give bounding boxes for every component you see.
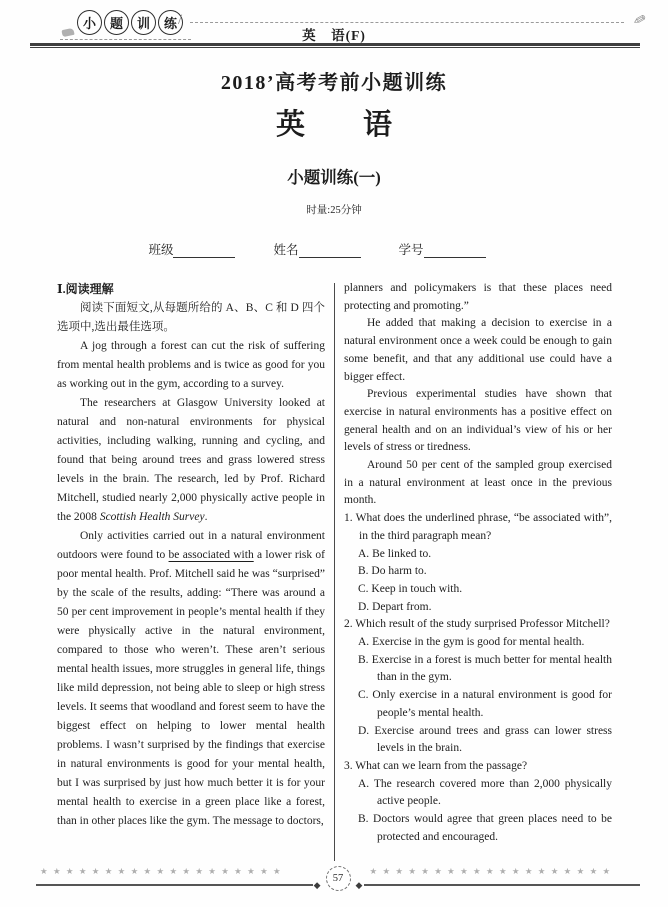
name-blank (299, 243, 361, 258)
paragraph-2-period: . (204, 511, 208, 523)
header-dashed-line (190, 22, 624, 23)
question-3-option-b (344, 811, 612, 846)
column-divider (334, 283, 335, 861)
paragraph-3-text-post: a lower risk of poor mental health. Prof. Mitchell said he was “surprised” by the scale of the results, adding: “There was around a 50 per cent improvement in people’s mental health if they were physically active in the natural environment, compared to those who weren’t. These aren’t serious mental health issues, more struggles in general life, things like mild depression, not being able to sleep or high stress levels. It seems that woodland and forest seem to have the biggest effect on helping to lower mental health problems. I wasn’t surprised by the findings that exercise in natural environments is good for your mental health, but I was surprised by just how much better it is for your mental health to exercise in a green place like a forest, than in other places like the gym. The message to doctors, (57, 549, 325, 827)
question-2-option-b (344, 652, 612, 687)
instructions: 阅读下面短文,从每题所给的 A、B、C 和 D 四个选项中,选出最佳选项。 (57, 302, 325, 333)
subject-title: 英 语 (275, 109, 392, 141)
slash-mark: / (178, 12, 183, 28)
question-3 (344, 758, 612, 847)
left-column (57, 280, 325, 831)
question-1-number: 1. (344, 512, 353, 525)
logo-char-3: 训 (131, 10, 156, 35)
page-footer (36, 864, 640, 889)
passage-paragraph-3 (57, 527, 325, 831)
footer-right-segment (355, 865, 641, 890)
question-3-option-a (344, 776, 612, 811)
underlined-phrase: be associated with (168, 549, 254, 561)
id-field (399, 240, 486, 258)
question-2-number: 2. (344, 618, 353, 631)
logo-char-4: 练 (158, 10, 183, 35)
student-info-row (0, 240, 668, 258)
diamond-icon: ◆ (313, 879, 321, 890)
question-1 (344, 510, 612, 616)
question-3-number: 3. (344, 759, 353, 772)
option-label: D. (358, 724, 370, 737)
question-1-option-b (344, 563, 612, 581)
option-text: Do harm to. (371, 565, 427, 578)
footer-left-segment (36, 865, 321, 890)
option-text: Exercise in the gym is good for mental health. (372, 636, 585, 649)
passage-paragraph-3-continued: planners and policymakers is that these places need protecting and promoting.” (344, 282, 612, 312)
duration-label: 时量:25分钟 (306, 205, 362, 216)
option-text: Depart from. (372, 600, 432, 613)
question-2 (344, 616, 612, 758)
question-1-stem (344, 510, 612, 545)
option-label: C. (358, 582, 369, 595)
option-text: Doctors would agree that green places need to be protected and encouraged. (373, 813, 613, 843)
question-1-option-d (344, 599, 612, 617)
option-label: B. (358, 813, 369, 826)
right-column (344, 280, 612, 847)
option-text: The research covered more than 2,000 physically active people. (373, 777, 612, 808)
passage-paragraph-5: Previous experimental studies have shown that exercise in natural environments has a positive effect on general health and on an individual’s view of his or her levels of stress or tiredness. (344, 388, 612, 454)
question-2-option-c (344, 687, 612, 722)
class-field (148, 240, 235, 258)
question-1-text: What does the underlined phrase, “be associated with”, in the third paragraph mean? (355, 512, 612, 542)
option-label: A. (358, 636, 370, 649)
section-title: 小题训练(一) (287, 168, 381, 187)
option-text: Exercise around trees and grass can lower stress levels in the brain. (374, 724, 613, 755)
diamond-icon: ◆ (355, 879, 363, 890)
passage-paragraph-2 (57, 394, 325, 527)
option-label: D. (358, 600, 370, 613)
id-label: 学号 (398, 243, 424, 257)
option-text: Exercise in a forest is much better for mental health than in the gym. (371, 653, 613, 684)
passage-paragraph-4: He added that making a decision to exercise in a natural environment once a week could be enough to gain some benefit, and that any additional use could have a bigger effect. (344, 317, 612, 383)
paragraph-2-text: The researchers at Glasgow University looked at natural and non-natural environments for physical activities, including walking, running and cycling, and found that being around trees and grass lowered stress levels in the brain. The research, led by Prof. Richard Mitchell, studied nearly 2,000 physically active people in the 2008 (57, 397, 325, 523)
question-3-text: What can we learn from the passage? (355, 759, 528, 772)
name-field (273, 240, 360, 258)
option-text: Only exercise in a natural environment is good for people’s mental health. (372, 689, 612, 719)
option-label: C. (358, 689, 369, 702)
star-row-right: ★ ★ ★ ★ ★ ★ ★ ★ ★ ★ ★ ★ ★ ★ ★ ★ ★ ★ ★ (369, 865, 612, 876)
option-text: Keep in touch with. (371, 582, 463, 595)
logo-char-1: 小 (77, 10, 102, 35)
question-1-option-a (344, 546, 612, 564)
option-label: A. (358, 777, 370, 790)
header-rule-thick (30, 43, 640, 46)
class-label: 班级 (148, 243, 174, 257)
footer-left-line (36, 884, 313, 886)
option-label: B. (358, 565, 369, 578)
question-2-stem (344, 616, 612, 634)
page-number-badge: 57 (326, 866, 351, 891)
question-1-option-c (344, 581, 612, 599)
question-2-option-a (344, 634, 612, 652)
question-2-text: Which result of the study surprised Professor Mitchell? (355, 618, 610, 631)
logo-char-2: 题 (104, 10, 129, 35)
paragraph-3-text-pre: Only activities carried out in a natural environment outdoors were found to (57, 530, 325, 561)
star-row-left: ★ ★ ★ ★ ★ ★ ★ ★ ★ ★ ★ ★ ★ ★ ★ ★ ★ ★ ★ (40, 865, 283, 876)
reading-section-heading: Ⅰ.阅读理解 (57, 282, 114, 296)
survey-title-italic: Scottish Health Survey (99, 511, 205, 523)
option-label: B. (358, 653, 369, 666)
passage-paragraph-1: A jog through a forest can cut the risk of suffering from mental health problems and is twice as good for you as working out in the gym, according to a survey. (57, 340, 325, 390)
option-text: Be linked to. (372, 547, 432, 560)
main-title: 2018’高考考前小题训练 (220, 72, 448, 94)
name-label: 姓名 (273, 243, 299, 257)
passage-paragraph-6: Around 50 per cent of the sampled group exercised in a natural environment at least once in the previous month. (344, 459, 612, 507)
question-2-option-d (344, 723, 612, 758)
footer-right-line (364, 884, 641, 886)
class-blank (173, 243, 235, 258)
header-rule-thin (30, 47, 640, 48)
pencil-icon: ✎ (631, 11, 648, 31)
header-subject: 英 语(F) (302, 28, 366, 43)
option-label: A. (358, 547, 370, 560)
question-3-stem (344, 758, 612, 776)
id-blank (424, 243, 486, 258)
